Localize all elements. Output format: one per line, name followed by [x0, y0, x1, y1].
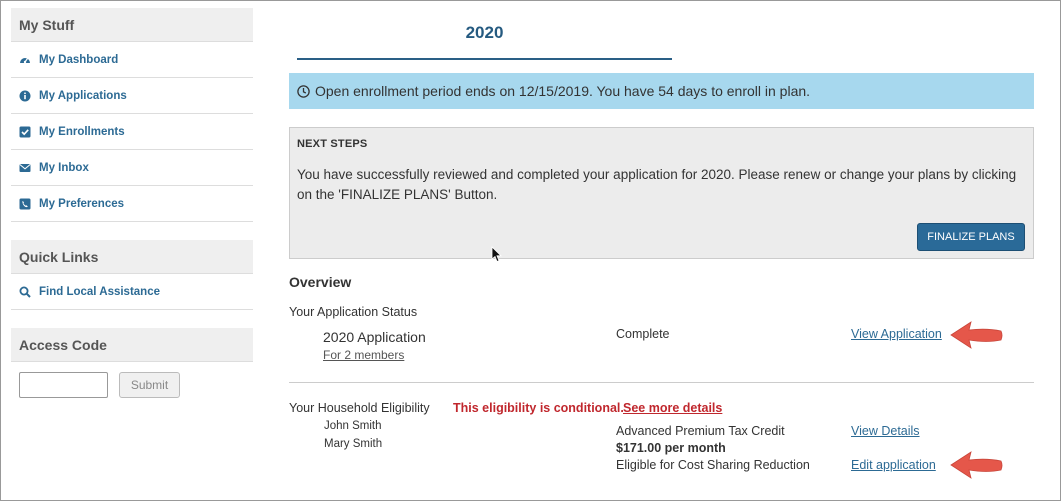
tax-credit-label: Advanced Premium Tax Credit: [616, 424, 785, 438]
access-code-input[interactable]: [19, 372, 108, 398]
sidebar-item-enrollments[interactable]: [11, 114, 253, 150]
sidebar-item-label: My Applications: [39, 89, 127, 102]
finalize-plans-button[interactable]: FINALIZE PLANS: [917, 223, 1025, 251]
household-member: Mary Smith: [324, 438, 383, 450]
sidebar: [11, 8, 253, 426]
checkbox-icon: [19, 126, 31, 138]
eligibility-warning: This eligibility is conditional.: [453, 401, 624, 415]
my-stuff-panel: [11, 8, 253, 222]
info-icon: [19, 90, 31, 102]
next-steps-text: You have successfully reviewed and completed your application for 2020. Please renew or change your plans by clicking on the 'FINALIZE PLANS' Button.: [297, 167, 1017, 202]
household-eligibility-label: Your Household Eligibility: [289, 401, 430, 415]
section-divider: [289, 382, 1034, 383]
sidebar-item-inbox[interactable]: [11, 150, 253, 186]
cost-sharing-text: Eligible for Cost Sharing Reduction: [616, 458, 810, 472]
my-stuff-heading: My Stuff: [11, 8, 253, 42]
phone-icon: [19, 198, 31, 210]
next-steps-panel: [289, 127, 1034, 259]
submit-button[interactable]: Submit: [119, 372, 180, 398]
application-status-label: Your Application Status: [289, 305, 418, 319]
search-icon: [19, 286, 31, 298]
sidebar-item-find-local-assistance[interactable]: [11, 274, 253, 310]
application-status-value: Complete: [616, 327, 670, 341]
sidebar-item-label: My Preferences: [39, 197, 125, 210]
access-code-heading: Access Code: [11, 328, 253, 362]
alert-text: Open enrollment period ends on 12/15/2019. You have 54 days to enroll in plan.: [315, 83, 811, 99]
sidebar-item-dashboard[interactable]: [11, 42, 253, 78]
access-code-panel: [11, 328, 253, 408]
sidebar-item-label: My Dashboard: [39, 53, 119, 66]
annotation-arrow-icon: [949, 319, 1005, 351]
envelope-icon: [19, 162, 31, 174]
annotation-arrow-icon: [949, 449, 1005, 481]
see-more-details-link[interactable]: See more details: [623, 401, 723, 415]
access-code-form: [11, 362, 253, 408]
edit-application-link[interactable]: Edit application: [851, 458, 936, 472]
tab-year[interactable]: 2020: [297, 20, 672, 60]
application-name: 2020 Application: [323, 329, 426, 345]
application-members-link[interactable]: For 2 members: [323, 348, 405, 362]
sidebar-item-preferences[interactable]: [11, 186, 253, 222]
sidebar-item-applications[interactable]: [11, 78, 253, 114]
next-steps-title: NEXT STEPS: [297, 138, 368, 150]
enrollment-alert: [289, 73, 1034, 109]
quick-links-panel: [11, 240, 253, 310]
quick-links-heading: Quick Links: [11, 240, 253, 274]
sidebar-item-label: My Enrollments: [39, 125, 125, 138]
sidebar-item-label: My Inbox: [39, 161, 89, 174]
clock-icon: [297, 85, 310, 98]
tax-credit-amount: $171.00 per month: [616, 441, 726, 455]
view-application-link[interactable]: View Application: [851, 327, 942, 341]
mouse-cursor-icon: [491, 246, 502, 263]
overview-title: Overview: [289, 274, 352, 290]
household-member: John Smith: [324, 420, 382, 432]
sidebar-item-label: Find Local Assistance: [39, 285, 160, 298]
view-details-link[interactable]: View Details: [851, 424, 920, 438]
dashboard-icon: [19, 54, 31, 66]
